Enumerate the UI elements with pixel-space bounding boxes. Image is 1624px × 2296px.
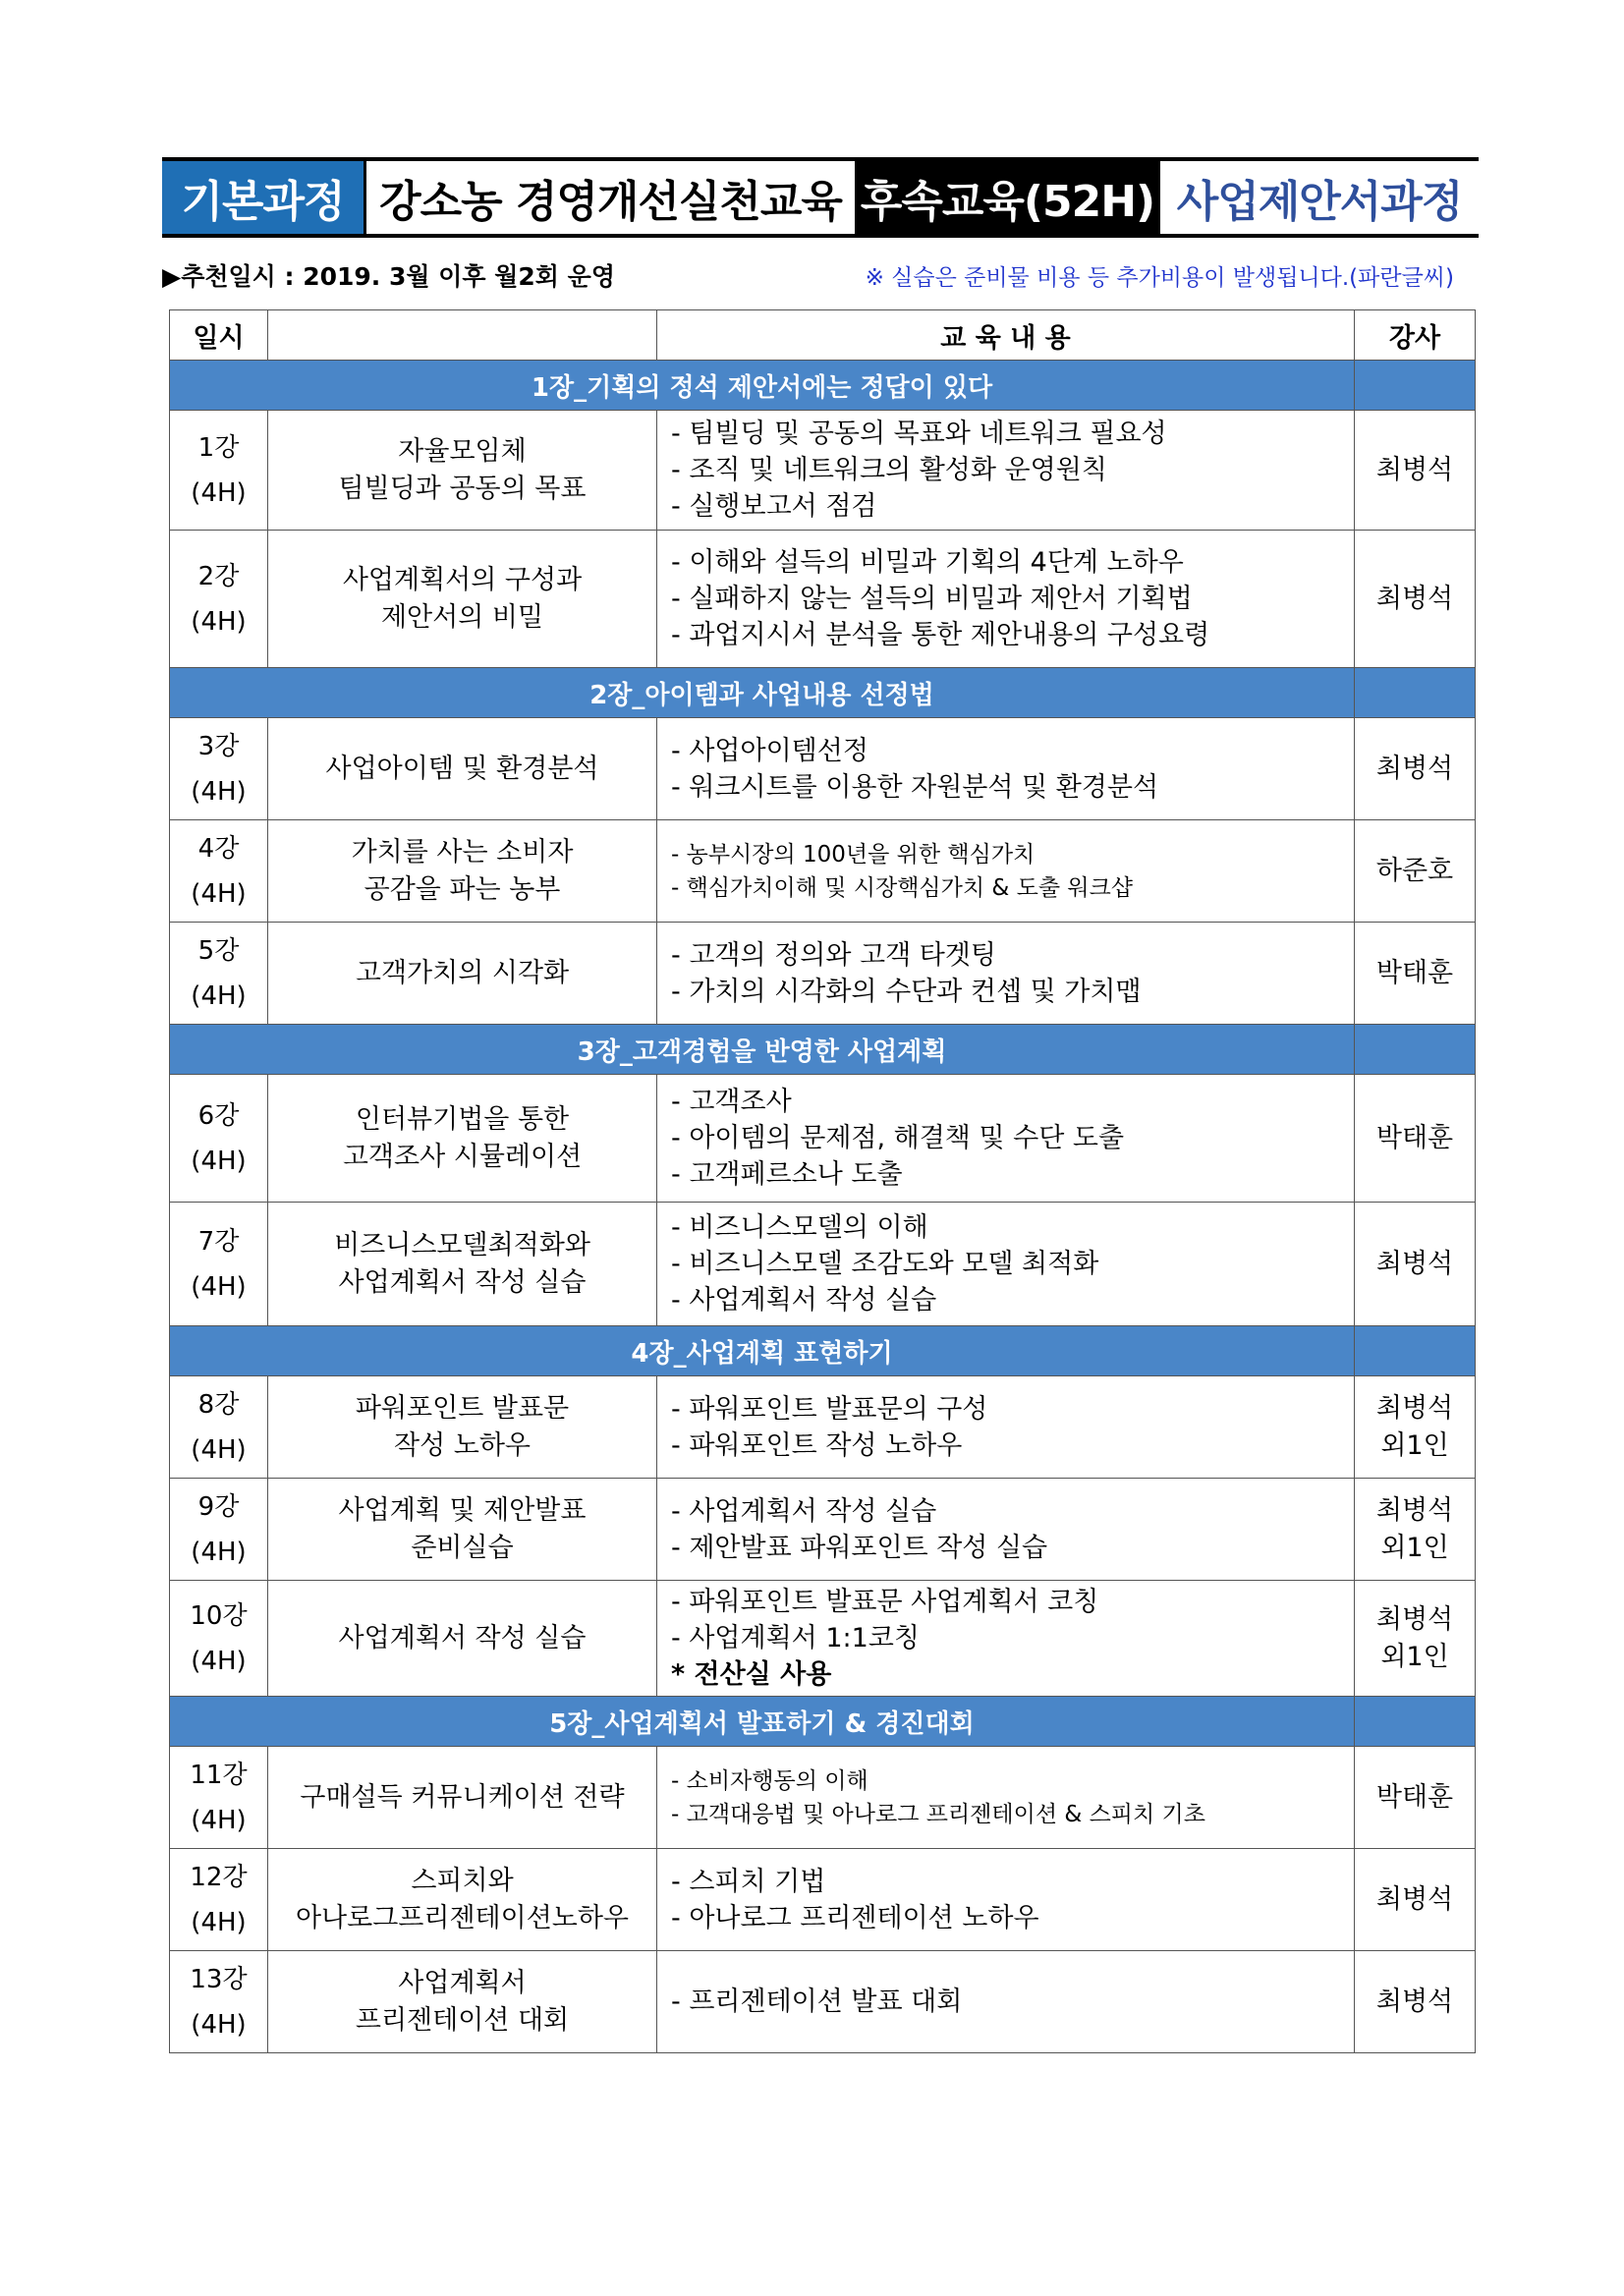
chapter-title: 5장_사업계획서 발표하기 & 경진대회 [170,1697,1355,1747]
lecturer-cell [1355,923,1476,1025]
content-cell [657,1479,1355,1581]
topic-cell [268,923,657,1025]
session-hours: (4H) [191,1907,247,1937]
content-line: - 비즈니스모델의 이해 [671,1212,928,1243]
session-number: 1강 [197,432,240,463]
topic-cell [268,1581,657,1697]
topic-line: 사업계획서 작성 실습 [338,1266,587,1298]
session-hours: (4H) [191,878,247,909]
session-hours: (4H) [191,776,247,807]
session-number: 5강 [197,935,240,966]
topic-line: 사업계획서 작성 실습 [338,1622,587,1653]
lecturer-name: 최병석 [1375,1392,1454,1424]
content-cell [657,1581,1355,1697]
chapter-title: 3장_고객경험을 반영한 사업계획 [170,1025,1355,1075]
schedule-info [162,257,1479,289]
schedule-body [170,361,1476,2053]
lecturer-name: 최병석 [1375,1494,1454,1526]
content-line: - 아나로그 프리젠테이션 노하우 [671,1902,1039,1933]
content-line: - 워크시트를 이용한 자원분석 및 환경분석 [671,771,1159,803]
session-number: 7강 [197,1226,240,1257]
table-row [170,1479,1476,1581]
topic-line: 가치를 사는 소비자 [351,836,574,868]
extra-cost-note: ※ 실습은 준비물 비용 등 추가비용이 발생됩니다.(파란글씨) [865,265,1454,291]
session-number: 13강 [190,1964,248,1994]
topic-line: 작성 노하우 [394,1429,531,1461]
lecturer-cell [1355,531,1476,668]
lecturer-name: 외1인 [1380,1641,1449,1672]
lecturer-name: 최병석 [1375,1248,1454,1279]
lecturer-name: 외1인 [1380,1429,1449,1461]
topic-line: 프리젠테이션 대회 [355,2004,570,2036]
topic-cell [268,1951,657,2053]
lecturer-name: 최병석 [1375,1883,1454,1915]
topic-cell [268,820,657,923]
content-line: - 과업지시서 분석을 통한 제안내용의 구성요령 [671,620,1210,650]
session-hours: (4H) [191,606,247,637]
program-title: 강소농 경영개선실천교육 [366,161,858,234]
recommended-schedule: ▶추천일시 : 2019. 3월 이후 월2회 운영 [162,262,615,291]
session-cell [170,1849,268,1951]
table-row [170,531,1476,668]
session-cell [170,1376,268,1479]
table-row [170,923,1476,1025]
session-cell [170,1203,268,1326]
chapter-lecturer-blank [1355,668,1476,718]
header-date: 일시 [170,310,268,361]
content-line: - 조직 및 네트워크의 활성화 운영원칙 [671,455,1107,485]
topic-line: 아나로그프리젠테이션노하우 [295,1902,630,1933]
table-row [170,1581,1476,1697]
lecturer-name: 박태훈 [1375,1122,1454,1153]
session-hours: (4H) [191,1537,247,1567]
content-line: - 파워포인트 발표문의 구성 [671,1393,988,1425]
lecturer-cell [1355,1951,1476,2053]
lecturer-name: 최병석 [1375,753,1454,784]
header-lecturer: 강사 [1355,310,1476,361]
lecturer-cell [1355,1747,1476,1849]
table-row [170,1951,1476,2053]
session-cell [170,1951,268,2053]
topic-cell [268,1376,657,1479]
table-row [170,1849,1476,1951]
content-cell [657,718,1355,820]
content-line: - 아이템의 문제점, 해결책 및 수단 도출 [671,1123,1125,1153]
content-line: - 프리젠테이션 발표 대회 [671,1987,963,2017]
basic-course-label: 기본과정 [162,161,366,234]
content-line: - 실행보고서 점검 [671,491,877,522]
chapter-row [170,1025,1476,1075]
follow-up-label: 후속교육(52H) [858,161,1157,234]
chapter-row [170,668,1476,718]
header-content: 교 육 내 용 [657,310,1355,361]
content-line: - 파워포인트 발표문 사업계획서 코칭 [671,1587,1099,1617]
session-cell [170,1747,268,1849]
lecturer-cell [1355,411,1476,531]
topic-line: 파워포인트 발표문 [355,1392,570,1424]
session-hours: (4H) [191,477,247,508]
chapter-lecturer-blank [1355,361,1476,411]
topic-line: 고객가치의 시각화 [355,957,570,988]
content-cell [657,531,1355,668]
session-cell [170,718,268,820]
lecturer-name: 박태훈 [1375,957,1454,988]
session-number: 12강 [190,1862,248,1892]
session-cell [170,1075,268,1203]
topic-line: 사업계획서의 구성과 [342,564,583,595]
content-cell [657,1376,1355,1479]
topic-cell [268,1479,657,1581]
content-cell [657,923,1355,1025]
table-row [170,1747,1476,1849]
chapter-title: 4장_사업계획 표현하기 [170,1326,1355,1376]
lecturer-cell [1355,1581,1476,1697]
content-cell [657,1075,1355,1203]
chapter-title: 1장_기획의 정석 제안서에는 정답이 있다 [170,361,1355,411]
session-cell [170,1581,268,1697]
content-cell [657,1951,1355,2053]
content-line: - 비즈니스모델 조감도와 모델 최적화 [671,1249,1099,1279]
lecturer-name: 박태훈 [1375,1781,1454,1813]
lecturer-name: 최병석 [1375,583,1454,614]
lecturer-name: 하준호 [1375,855,1454,886]
schedule-table [169,309,1476,2053]
topic-cell [268,531,657,668]
topic-line: 공감을 파는 농부 [364,873,561,905]
lecturer-name: 외1인 [1380,1532,1449,1563]
table-row [170,1376,1476,1479]
session-number: 3강 [197,731,240,761]
chapter-row [170,1326,1476,1376]
topic-line: 스피치와 [411,1865,514,1896]
topic-line: 제안서의 비밀 [380,601,544,633]
chapter-lecturer-blank [1355,1697,1476,1747]
topic-line: 구매설득 커뮤니케이션 전략 [300,1781,625,1813]
content-cell [657,1747,1355,1849]
topic-line: 인터뷰기법을 통한 [355,1103,570,1135]
proposal-course-label: 사업제안서과정 [1157,161,1479,234]
topic-cell [268,1203,657,1326]
content-line: - 소비자행동의 이해 [671,1767,868,1794]
content-line: - 실패하지 않는 설득의 비밀과 제안서 기획법 [671,584,1193,614]
session-number: 6강 [197,1100,240,1131]
session-hours: (4H) [191,1434,247,1465]
content-cell [657,1849,1355,1951]
header-blank [268,310,657,361]
lecturer-name: 최병석 [1375,1603,1454,1635]
session-cell [170,923,268,1025]
topic-line: 팀빌딩과 공동의 목표 [338,473,587,504]
topic-line: 자율모임체 [398,435,527,467]
table-row [170,411,1476,531]
chapter-row [170,1697,1476,1747]
content-cell [657,1203,1355,1326]
topic-cell [268,1849,657,1951]
content-line: - 고객대응법 및 아나로그 프리젠테이션 & 스피치 기초 [671,1801,1205,1827]
session-cell [170,531,268,668]
lecturer-cell [1355,1075,1476,1203]
content-line: - 핵심가치이해 및 시장핵심가치 & 도출 워크샵 [671,874,1134,901]
session-hours: (4H) [191,980,247,1011]
content-line: - 농부시장의 100년을 위한 핵심가치 [671,841,1036,868]
topic-line: 사업아이템 및 환경분석 [325,753,599,784]
table-row [170,718,1476,820]
chapter-lecturer-blank [1355,1326,1476,1376]
session-number: 8강 [197,1389,240,1420]
topic-line: 사업계획서 [398,1967,527,1998]
content-line: - 가치의 시각화의 수단과 컨셉 및 가치맵 [671,976,1142,1007]
table-header-row [170,310,1476,361]
lecturer-cell [1355,820,1476,923]
session-hours: (4H) [191,1646,247,1676]
table-row [170,820,1476,923]
session-number: 9강 [197,1491,240,1522]
content-line: - 팀빌딩 및 공동의 목표와 네트워크 필요성 [671,419,1167,449]
session-number: 4강 [197,833,240,864]
lecturer-cell [1355,1849,1476,1951]
topic-line: 사업계획 및 제안발표 [338,1494,587,1526]
session-hours: (4H) [191,1271,247,1302]
session-hours: (4H) [191,2009,247,2040]
topic-cell [268,411,657,531]
topic-cell [268,718,657,820]
content-line: - 파워포인트 작성 노하우 [671,1429,963,1461]
topic-line: 비즈니스모델최적화와 [334,1229,590,1260]
session-cell [170,411,268,531]
chapter-title: 2장_아이템과 사업내용 선정법 [170,668,1355,718]
content-cell [657,411,1355,531]
content-line: - 사업아이템선정 [671,735,868,766]
session-cell [170,1479,268,1581]
session-number: 11강 [190,1760,248,1790]
content-line: - 고객페르소나 도출 [671,1159,903,1190]
lecturer-name: 최병석 [1375,454,1454,485]
session-number: 10강 [190,1600,248,1631]
content-line: - 고객의 정의와 고객 타겟팅 [671,939,996,971]
topic-line: 고객조사 시뮬레이션 [342,1141,583,1172]
content-line: - 사업계획서 작성 실습 [671,1495,937,1527]
content-line: - 스피치 기법 [671,1866,826,1897]
session-cell [170,820,268,923]
lecturer-cell [1355,718,1476,820]
content-line: - 이해와 설득의 비밀과 기획의 4단계 노하우 [671,547,1184,578]
content-line: - 제안발표 파워포인트 작성 실습 [671,1532,1048,1563]
table-row [170,1075,1476,1203]
course-banner [162,157,1479,238]
session-hours: (4H) [191,1805,247,1835]
topic-cell [268,1075,657,1203]
table-row [170,1203,1476,1326]
topic-line: 준비실습 [411,1532,514,1563]
topic-cell [268,1747,657,1849]
content-line: - 사업계획서 작성 실습 [671,1285,937,1316]
session-hours: (4H) [191,1146,247,1176]
lecturer-name: 최병석 [1375,1986,1454,2017]
content-line: * 전산실 사용 [671,1659,832,1690]
content-line: - 사업계획서 1:1코칭 [671,1623,920,1653]
content-cell [657,820,1355,923]
lecturer-cell [1355,1479,1476,1581]
chapter-row [170,361,1476,411]
content-line: - 고객조사 [671,1087,792,1117]
lecturer-cell [1355,1376,1476,1479]
lecturer-cell [1355,1203,1476,1326]
session-number: 2강 [197,561,240,591]
chapter-lecturer-blank [1355,1025,1476,1075]
